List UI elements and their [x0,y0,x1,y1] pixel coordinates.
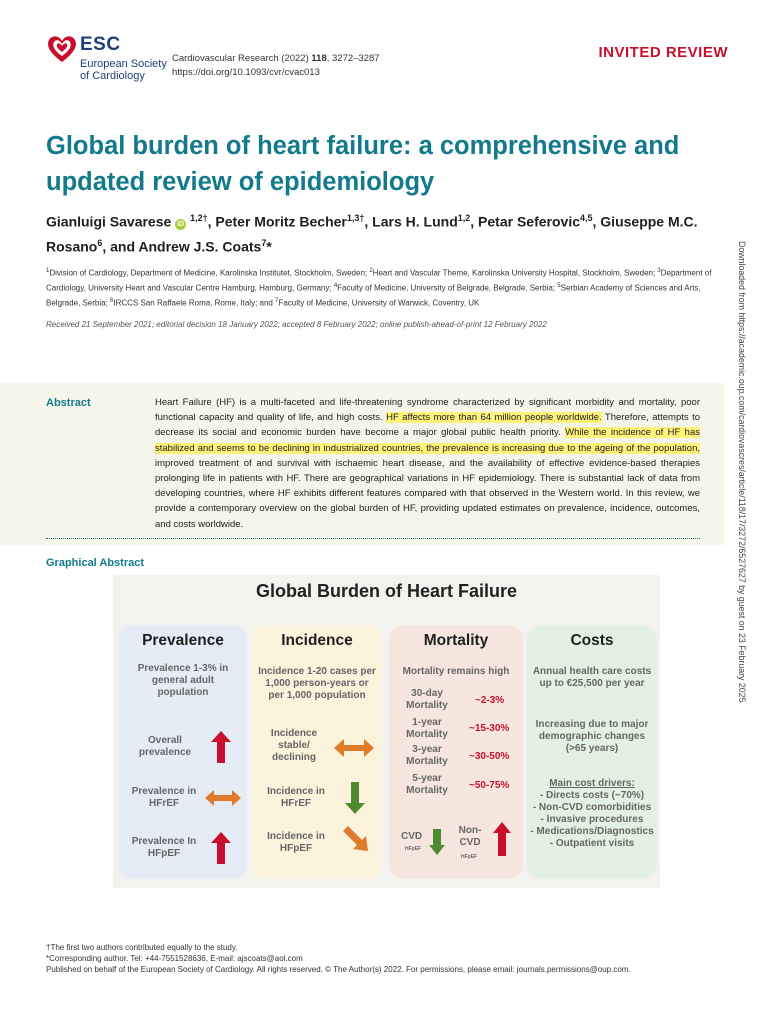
abstract-label: Abstract [46,397,91,409]
article-dates: Received 21 September 2021; editorial decision 18 January 2022; accepted 8 February 2022; online publish-ahead-of-print 12 February 2022 [46,320,547,329]
affil-text: IRCCS San Raffaele Roma, Rome, Italy; and [113,298,276,308]
author-name[interactable]: , and Andrew J.S. Coats [102,238,262,255]
abstract-text [155,395,700,532]
cost-driver-item: - Non-CVD comorbidities [532,802,652,813]
cost-driver-item: - Medications/Diagnostics [530,826,654,837]
affil-num: 1 [46,268,50,274]
cvd-label: CVD [401,831,423,842]
cost-drivers-title: Main cost drivers: [549,778,635,789]
abstract-sentence: Heart Failure (HF) is a multi-faceted and life-threatening syndrome characterized by significant morbidity and mortality, poor functional capacity and quality of life, and high costs. [155,397,700,424]
journal-pages: , 3272–3287 [326,53,380,64]
up-arrow-icon [211,731,231,763]
affiliations [46,265,726,310]
esc-logo-subtitle [80,58,167,82]
affil-text: Heart and Vascular Theme, Karolinska University Hospital, Stockholm, Sweden; [372,268,658,278]
affil-text: Faculty of Medicine, University of Warwick, Coventry, UK [278,298,480,308]
horizontal-arrow-icon [334,739,374,757]
author-name[interactable]: , Giuseppe M.C. Rosano [46,213,698,255]
costs-summary: Annual health care costs up to €25,500 per year [532,666,652,689]
cost-driver-item: - Invasive procedures [540,814,644,825]
cost-driver-item: - Directs costs (~70%) [539,790,645,801]
horizontal-arrow-icon [205,790,241,806]
mortality-1year-value: ~15-30% [469,723,510,734]
mortality-1year-label: 1-year Mortality [406,717,448,740]
mortality-3year-label: 3-year Mortality [406,744,448,767]
affil-text: Faculty of Medicine, University of Belgrade, Belgrade, Serbia; [337,283,558,293]
incidence-heading: Incidence [281,632,353,649]
affil-num: 4 [333,283,338,290]
down-arrow-icon [345,782,365,814]
affil-text: Serbian Academy of Sciences and Arts, Belgrade, Serbia; [46,283,701,308]
incidence-summary: Incidence 1-20 cases per 1,000 person-years or per 1,000 population [258,666,376,701]
abstract-sentence: improved treatment of and survival with ischaemic heart disease, and the availability of effective evidence-based therapies prolonging life in patients with HF. There are geographical variations in HF epidemiology. There is substantial lack of data from developing countries, where HF exhibits different features compared with that observed in the Western world. In this review, we provide a contemporary overview on the global burden of HF, providing updated estimates on prevalence, incidence, outcomes, and costs worldwide. [155,457,700,530]
abstract-sentence: Therefore, attempts to decrease its social and economic burden have become a major global public health priority. [155,412,700,439]
mortality-heading: Mortality [423,632,489,649]
prevalence-panel [119,625,247,879]
download-note [735,241,749,841]
author-name[interactable]: , Peter Moritz Becher [207,213,347,230]
prevalence-hfpef-label: Prevalence In HFpEF [131,836,197,859]
up-arrow-icon [493,822,511,856]
mortality-30day-label: 30-day Mortality [406,688,448,711]
affil-text: Division of Cardiology, Department of Medicine, Karolinska Institutet, Stockholm, Sweden; [49,268,370,278]
footnote-corresponding-author: *Corresponding author. Tel: +44-7551528636, E-mail: ajscoats@aol.com [46,954,303,963]
journal-volume: 118 [311,53,327,64]
incidence-panel [252,625,382,879]
costs-heading: Costs [570,632,614,649]
author-name[interactable]: Gianluigi Savarese [46,213,172,230]
non-cvd-label: Non-CVD [458,825,482,848]
affil-text: Department of Cardiology, University Heart and Vascular Centre Hamburg, Hamburg, Germany; [46,268,712,293]
mortality-summary: Mortality remains high [402,666,510,677]
esc-heart-logo-icon [46,34,78,64]
author-affil-ref: 1,3† [346,213,365,223]
author-list [46,208,716,257]
graphical-abstract-label: Graphical Abstract [46,557,145,569]
author-affil-ref: 1,2 [457,213,471,223]
journal-citation [172,52,380,80]
mortality-5year-label: 5-year Mortality [406,773,448,796]
overall-prevalence-label: Overall prevalence [138,735,192,758]
diagonal-down-arrow-icon [340,823,372,855]
article-title: Global burden of heart failure: a comprehensive and updated review of epidemiology [46,132,680,196]
footnote-equal-contribution: †The first two authors contributed equally to the study. [46,943,238,952]
mortality-3year-value: ~30-50% [469,751,510,762]
esc-logo-sub-line2: of Cardiology [80,70,145,82]
footnote-publisher: Published on behalf of the European Society of Cardiology. All rights reserved. © The Author(s) 2022. For permissions, please email: journals.permissions@oup.com. [46,965,631,974]
footnotes [46,942,726,975]
abstract-divider [46,538,700,539]
incidence-trend-label: Incidence stable/ declining [270,728,318,763]
figure-title: Global Burden of Heart Failure [255,581,518,601]
affil-num: 2 [369,268,373,274]
author-name[interactable]: , Lars H. Lund [364,213,458,230]
affil-num: 6 [110,298,114,305]
corresponding-mark: * [266,238,272,255]
prevalence-hfref-label: Prevalence in HFrEF [131,786,197,809]
prevalence-summary: Prevalence 1-3% in general adult population [137,663,229,698]
download-note-text: Downloaded from https://academic.oup.com/cardiovascres/article/118/17/3272/6527627 by guest on 23 February 2025 [737,241,747,703]
journal-name: Cardiovascular Research (2022) [172,53,309,64]
article-type-label: INVITED REVIEW [598,44,728,61]
cvd-sublabel: HFpEF [405,846,422,852]
mortality-5year-value: ~50-75% [469,780,510,791]
affil-num: 3 [657,268,661,274]
author-affil-ref: 6 [97,237,103,248]
abstract-highlight: HF affects more than 64 million people worldwide. [386,412,602,424]
incidence-hfpef-label: Incidence in HFpEF [267,831,325,854]
up-arrow-icon [211,832,231,864]
orcid-icon[interactable]: iD [177,220,185,228]
cost-driver-item: - Outpatient visits [549,838,635,849]
incidence-hfref-label: Incidence in HFrEF [267,786,325,809]
mortality-30day-value: ~2-3% [475,695,505,706]
affil-num: 7 [275,298,279,305]
author-affil-ref: 1,2† [190,213,208,223]
graphical-abstract-figure [113,575,660,888]
affil-num: 5 [557,283,561,290]
down-arrow-icon [429,829,445,855]
non-cvd-sublabel: HFpEF [461,854,478,860]
costs-panel [527,625,657,879]
author-name[interactable]: , Petar Seferovic [470,213,580,230]
abstract-highlight: While the incidence of HF has stabilized and seems to be declining in industrialized countries, the prevalence is increasing due to the ageing of the population, [155,427,700,454]
esc-logo-sub-line1: European Society [80,58,167,70]
costs-increase-note: Increasing due to major demographic changes (>65 years) [535,719,649,754]
author-affil-ref: 4,5 [580,213,593,223]
prevalence-heading: Prevalence [142,632,224,649]
author-affil-ref: 7 [261,237,267,248]
esc-logo-text: ESC [80,34,121,55]
doi-link[interactable]: https://doi.org/10.1093/cvr/cvac013 [172,67,320,78]
mortality-panel [389,625,523,879]
